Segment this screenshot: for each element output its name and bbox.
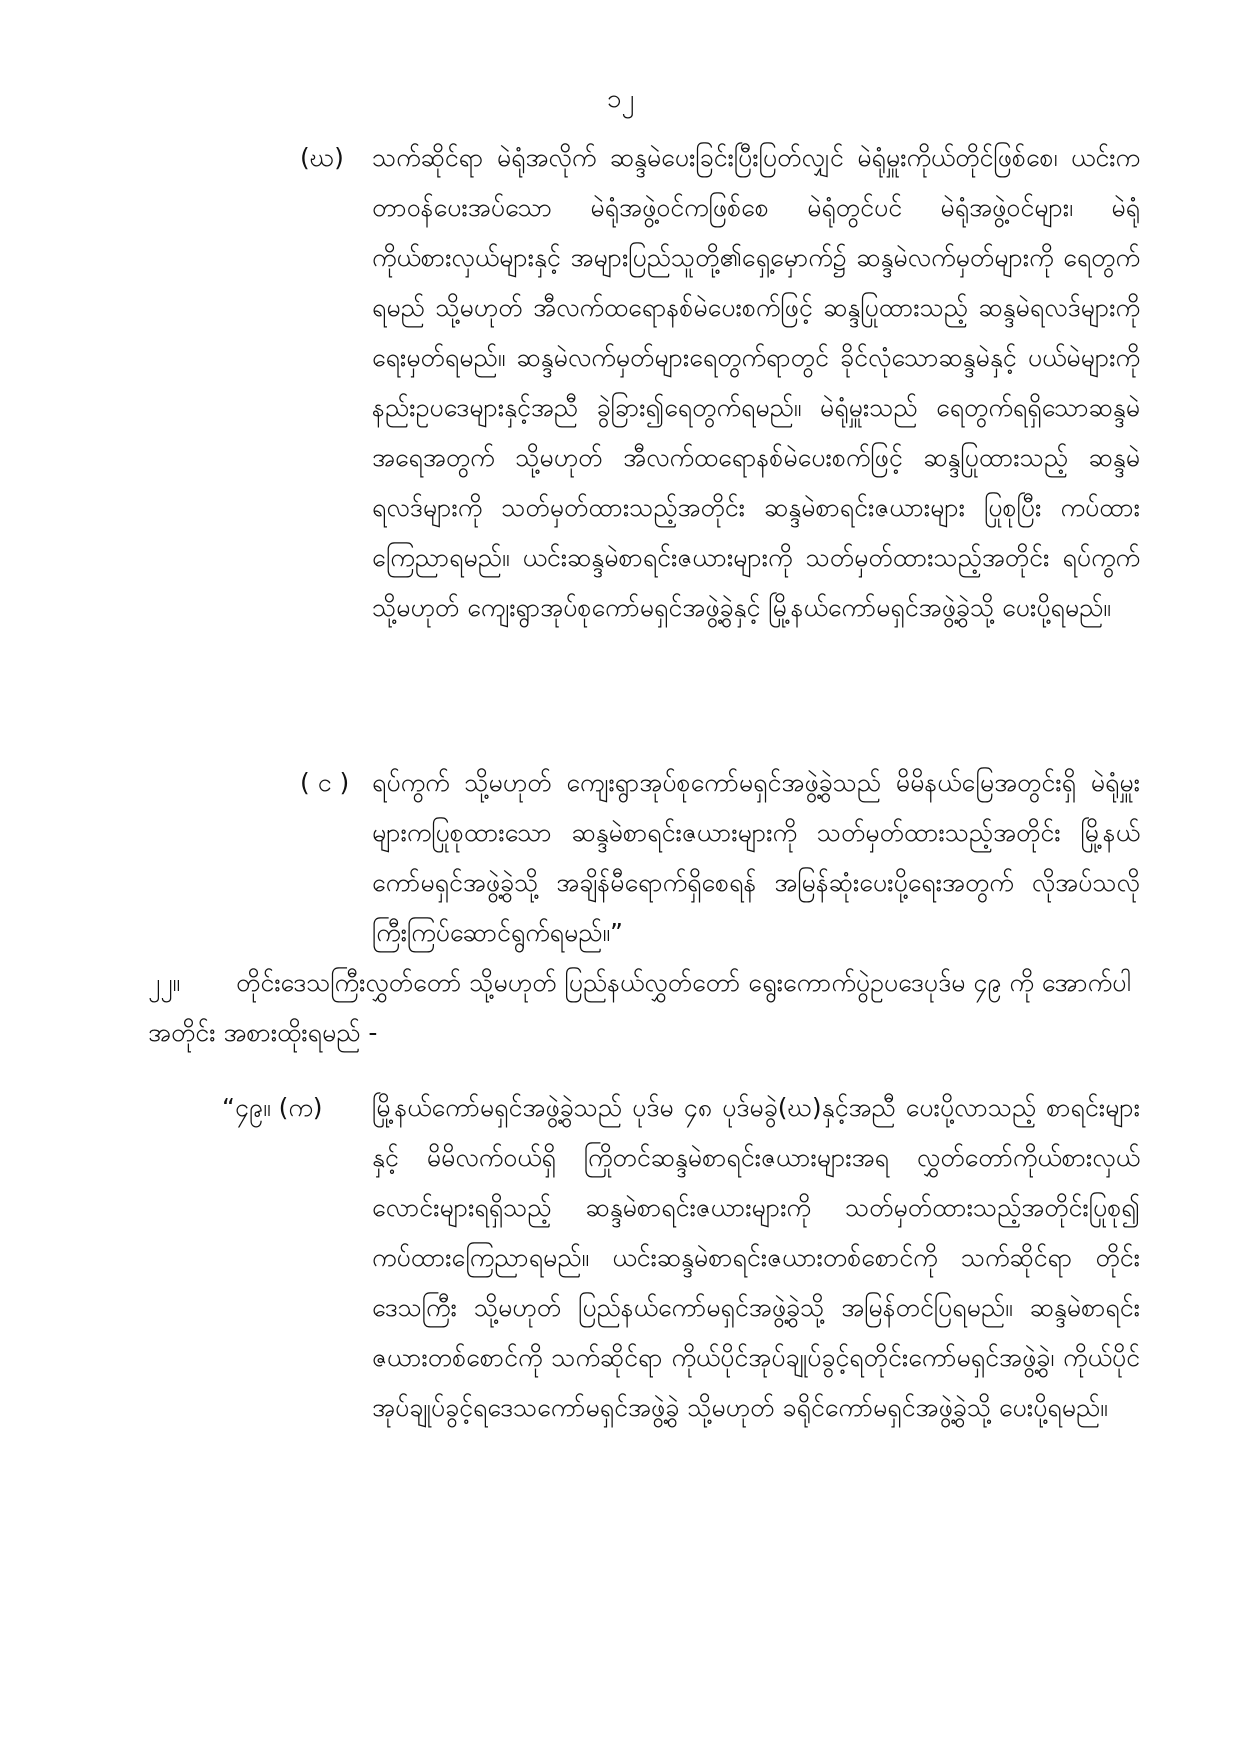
section-22-text: တိုင်းဒေသကြီးလွှတ်တော် သို့မဟုတ် ပြည်နယ်လွှတ်တော် ရွေးကောက်ပွဲဥပဒေပုဒ်မ ၄၉ ကို အောက်ပါအတိုင်း အစားထိုးရမည် - [148, 968, 1131, 1047]
clause-49-ka-marker: “၄၉။ (က) [222, 1093, 323, 1122]
clause-49-ka-text: မြို့နယ်ကော်မရှင်အဖွဲ့ခွဲသည် ပုဒ်မ ၄၈ ပုဒ်မခွဲ(ဃ)နှင့်အညီ ပေးပို့လာသည့် စာရင်းများနှင့် မိမိလက်ဝယ်ရှိ ကြိုတင်ဆန္ဒမဲစာရင်းဇယားများအရ လွှတ်တော်ကိုယ်စားလှယ်လောင်းများရရှိသည့် ဆန္ဒမဲစာရင်းဇယားများကို သတ်မှတ်ထားသည့်အတိုင်းပြုစု၍ ကပ်ထားကြေညာရမည်။ ယင်းဆန္ဒမဲစာရင်းဇယားတစ်စောင်ကို သက်ဆိုင်ရာ တိုင်းဒေသကြီး သို့မဟုတ် ပြည်နယ်ကော်မရှင်အဖွဲ့ခွဲသို့ အမြန်တင်ပြရမည်။ ဆန္ဒမဲစာရင်းဇယားတစ်စောင်ကို သက်ဆိုင်ရာ ကိုယ်ပိုင်အုပ်ချုပ်ခွင့်ရတိုင်းကော်မရှင်အဖွဲ့ခွဲ၊ ကိုယ်ပိုင်အုပ်ချုပ်ခွင့်ရဒေသကော်မရှင်အဖွဲ့ခွဲ သို့မဟုတ် ခရိုင်ကော်မရှင်အဖွဲ့ခွဲသို့ ပေးပို့ရမည်။ [372, 1093, 1140, 1422]
clause-gha-text: သက်ဆိုင်ရာ မဲရုံအလိုက် ဆန္ဒမဲပေးခြင်းပြီးပြတ်လျှင် မဲရုံမှူးကိုယ်တိုင်ဖြစ်စေ၊ ယင်းကတာဝန်ပေးအပ်သော မဲရုံအဖွဲ့ဝင်ကဖြစ်စေ မဲရုံတွင်ပင် မဲရုံအဖွဲ့ဝင်များ၊ မဲရုံကိုယ်စားလှယ်များနှင့် အများပြည်သူတို့၏ရှေ့မှောက်၌ ဆန္ဒမဲလက်မှတ်များကို ရေတွက်ရမည် သို့မဟုတ် အီလက်ထရောနစ်မဲပေးစက်ဖြင့် ဆန္ဒပြုထားသည့် ဆန္ဒမဲရလဒ်များကို ရေးမှတ်ရမည်။ ဆန္ဒမဲလက်မှတ်များရေတွက်ရာတွင် ခိုင်လုံသောဆန္ဒမဲနှင့် ပယ်မဲများကို နည်းဥပဒေများနှင့်အညီ ခွဲခြား၍ရေတွက်ရမည်။ မဲရုံမှူးသည် ရေတွက်ရရှိသောဆန္ဒမဲအရေအတွက် သို့မဟုတ် အီလက်ထရောနစ်မဲပေးစက်ဖြင့် ဆန္ဒပြုထားသည့် ဆန္ဒမဲရလဒ်များကို သတ်မှတ်ထားသည့်အတိုင်း ဆန္ဒမဲစာရင်းဇယားများ ပြုစုပြီး ကပ်ထားကြေညာရမည်။ ယင်းဆန္ဒမဲစာရင်းဇယားများကို သတ်မှတ်ထားသည့်အတိုင်း ရပ်ကွက် သို့မဟုတ် ကျေးရွာအုပ်စုကော်မရှင်အဖွဲ့ခွဲနှင့် မြို့နယ်ကော်မရှင်အဖွဲ့ခွဲသို့ ပေးပို့ရမည်။ [372, 143, 1140, 622]
clause-nga-marker: ( င ) [300, 768, 350, 797]
clause-gha [300, 133, 1140, 633]
section-22-number: ၂၂။ [148, 968, 181, 997]
clause-gha-marker: (ဃ) [300, 143, 344, 172]
clause-nga [300, 758, 1140, 958]
clause-49-ka [222, 1083, 1140, 1433]
clause-nga-text: ရပ်ကွက် သို့မဟုတ် ကျေးရွာအုပ်စုကော်မရှင်အဖွဲ့ခွဲသည် မိမိနယ်မြေအတွင်းရှိ မဲရုံမှူးများကပြုစုထားသော ဆန္ဒမဲစာရင်းဇယားများကို သတ်မှတ်ထားသည့်အတိုင်း မြို့နယ်ကော်မရှင်အဖွဲ့ခွဲသို့ အချိန်မီရောက်ရှိစေရန် အမြန်ဆုံးပေးပို့ရေးအတွက် လိုအပ်သလို ကြီးကြပ်ဆောင်ရွက်ရမည်။” [372, 768, 1140, 947]
section-22 [148, 958, 1138, 1058]
page-number: ၁၂ [606, 84, 635, 114]
